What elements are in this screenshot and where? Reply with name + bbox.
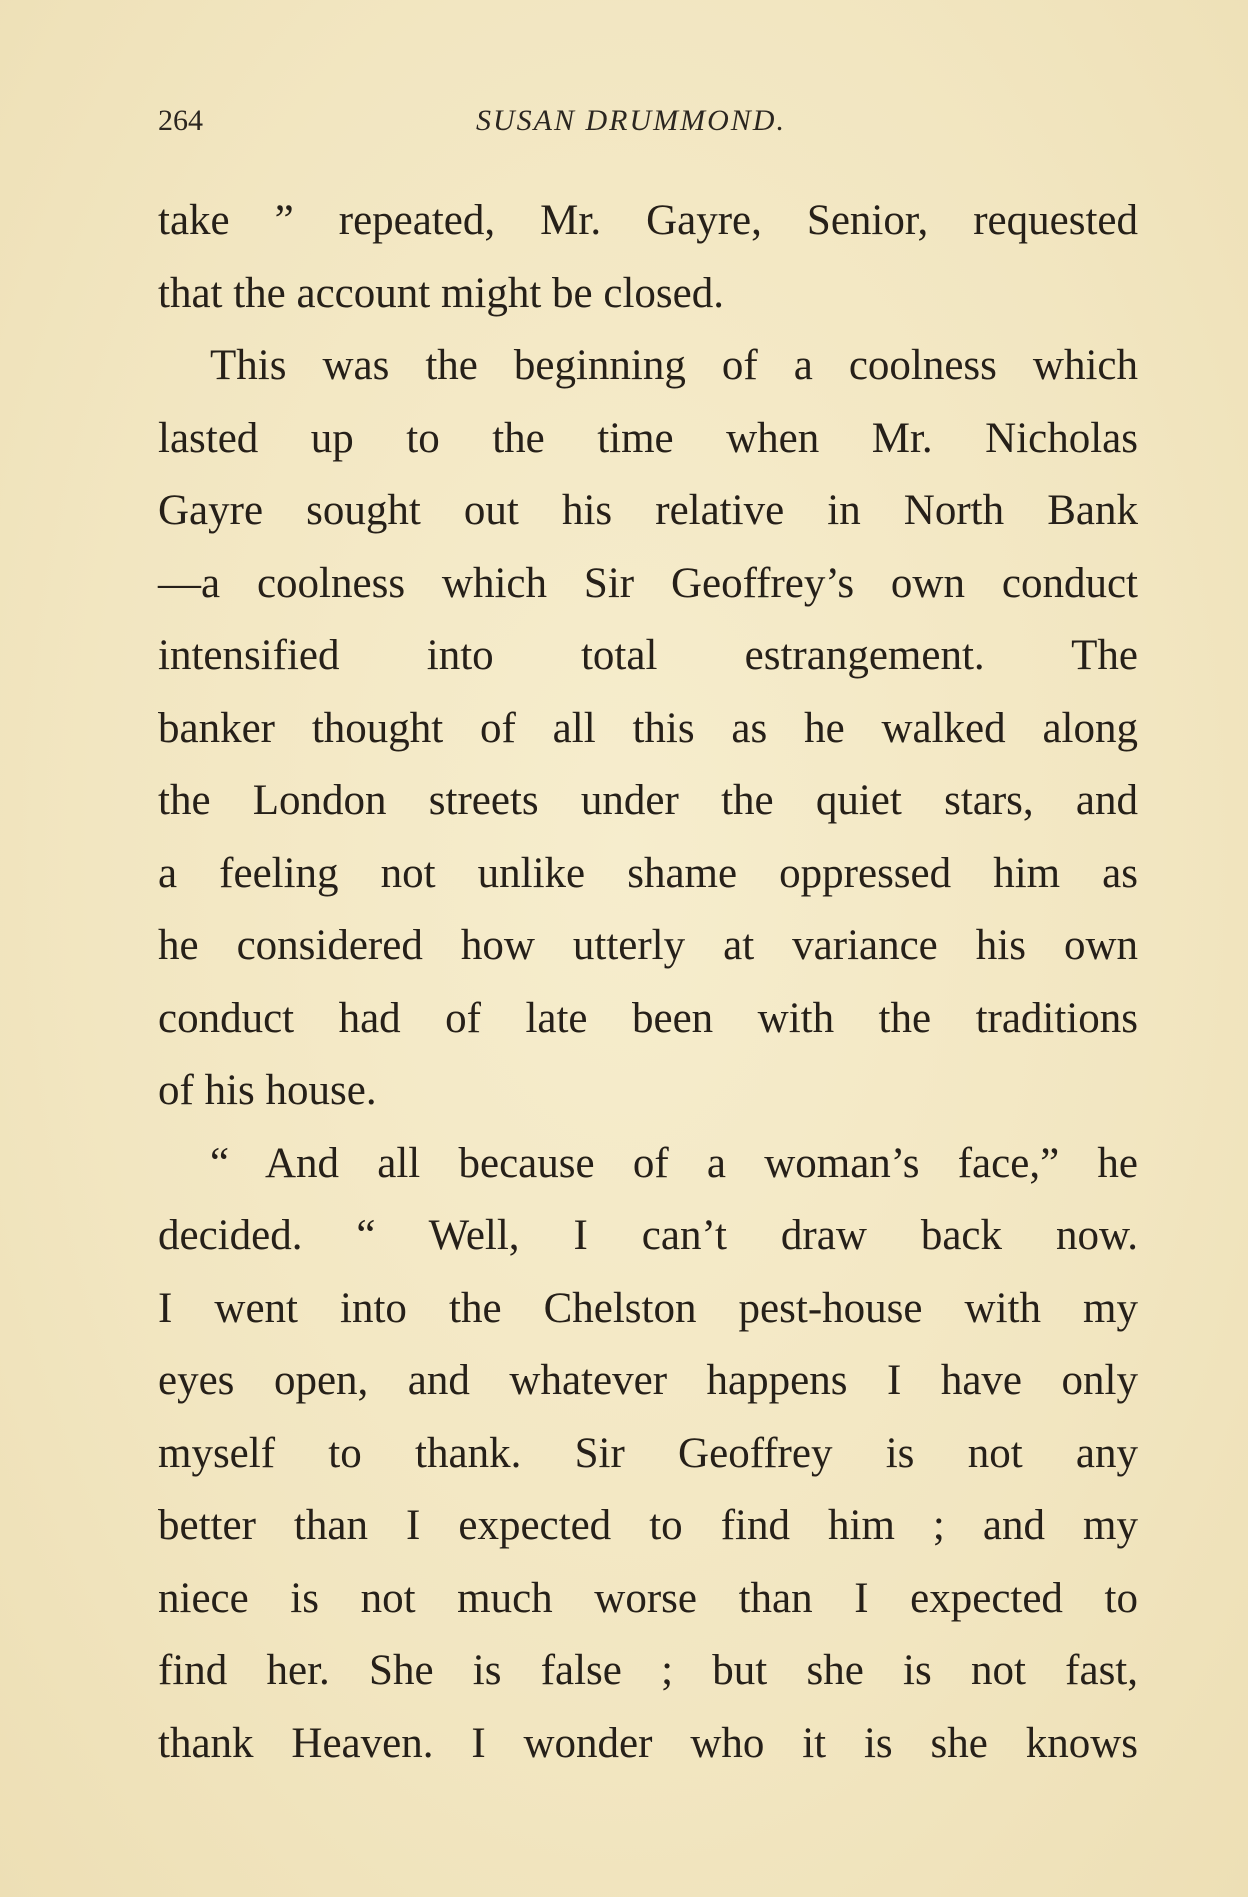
running-title: SUSAN DRUMMOND.	[476, 104, 786, 137]
text-line: a feeling not unlike shame oppressed him as	[158, 849, 1138, 897]
page-header	[158, 104, 1133, 148]
text-line: better than I expected to find him ; and my	[158, 1502, 1138, 1549]
text-line: of his house.	[158, 1067, 377, 1114]
text-line: take ” repeated, Mr. Gayre, Senior, requested	[158, 197, 1138, 244]
body-text	[158, 185, 1138, 1780]
text-line: “ And all because of a woman’s face,” he	[210, 1139, 1138, 1187]
text-line: conduct had of late been with the traditions	[158, 994, 1138, 1042]
text-line: decided. “ Well, I can’t draw back now.	[158, 1212, 1138, 1259]
text-line: This was the beginning of a coolness which	[210, 342, 1138, 389]
text-line: niece is not much worse than I expected to	[158, 1574, 1138, 1622]
text-line: that the account might be closed.	[158, 269, 724, 317]
page-number: 264	[158, 104, 203, 137]
text-line: intensified into total estrangement. The	[158, 632, 1138, 679]
text-line: eyes open, and whatever happens I have only	[158, 1357, 1138, 1404]
text-line: thank Heaven. I wonder who it is she knows	[158, 1719, 1138, 1767]
text-line: myself to thank. Sir Geoffrey is not any	[158, 1429, 1138, 1477]
text-line: he considered how utterly at variance his own	[158, 922, 1138, 969]
text-line: —a coolness which Sir Geoffrey’s own conduct	[158, 559, 1138, 607]
text-line: I went into the Chelston pest-house with my	[158, 1284, 1138, 1332]
text-line: the London streets under the quiet stars, and	[158, 777, 1138, 824]
text-line: lasted up to the time when Mr. Nicholas	[158, 414, 1138, 462]
text-line: find her. She is false ; but she is not fast,	[158, 1647, 1138, 1694]
text-line: Gayre sought out his relative in North Bank	[158, 487, 1138, 534]
text-line: banker thought of all this as he walked along	[158, 704, 1138, 752]
